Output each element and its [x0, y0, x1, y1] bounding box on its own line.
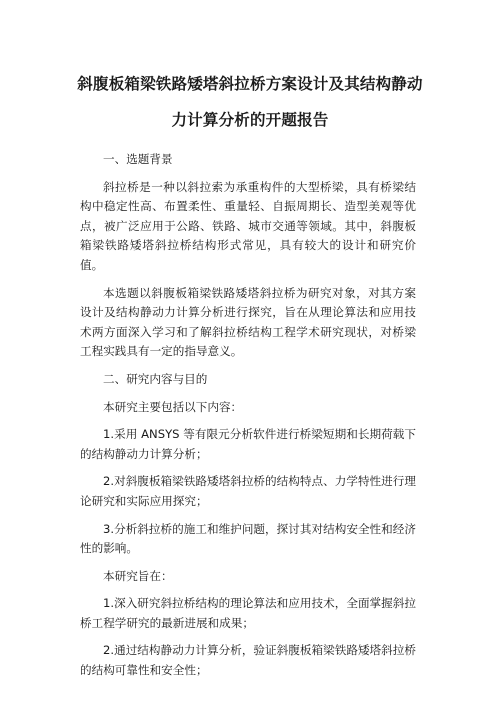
document-body: [80, 150, 416, 689]
content-item: 3.分析斜拉桥的施工和维护问题，探讨其对结构安全性和经济性的影响。: [80, 521, 416, 556]
document-title-line-1: 斜腹板箱梁铁路矮塔斜拉桥方案设计及其结构静动: [77, 75, 423, 93]
content-intro: 本研究主要包括以下内容：: [103, 399, 243, 414]
aim-item: 1.深入研究斜拉桥结构的理论算法和应用技术，全面掌握斜拉桥工程学研究的最新进展和成果；: [80, 596, 416, 630]
paragraph: 本选题以斜腹板箱梁铁路矮塔斜拉桥为研究对象，对其方案设计及结构静动力计算分析进行探究，旨在从理论算法和应用技术两方面深入学习和了解斜拉桥结构工程学术研究现状，对桥梁工程实践具有一定的指导意义。: [80, 285, 416, 359]
paragraph: 斜拉桥是一种以斜拉索为承重构件的大型桥梁，具有桥梁结构中稳定性高、布置柔性、重量轻、自振周期长、造型美观等优点，被广泛应用于公路、铁路、城市交通等领域。其中，斜腹板箱梁铁路矮塔斜拉桥结构形式常见，具有较大的设计和研究价值。: [80, 179, 416, 272]
aim-item: 2.通过结构静动力计算分析，验证斜腹板箱梁铁路矮塔斜拉桥的结构可靠性和安全性；: [80, 643, 416, 678]
section-heading-content: 二、研究内容与目的: [103, 371, 208, 386]
section-heading-background: 一、选题背景: [103, 152, 173, 166]
content-item: 1.采用 ANSYS 等有限元分析软件进行桥梁短期和长期荷载下的结构静动力计算分析；: [80, 427, 416, 461]
document-title-line-2: 力计算分析的开题报告: [171, 111, 329, 129]
aim-intro: 本研究旨在：: [103, 568, 173, 583]
content-item: 2.对斜腹板箱梁铁路矮塔斜拉桥的结构特点、力学特性进行理论研究和实际应用探究；: [80, 474, 416, 508]
